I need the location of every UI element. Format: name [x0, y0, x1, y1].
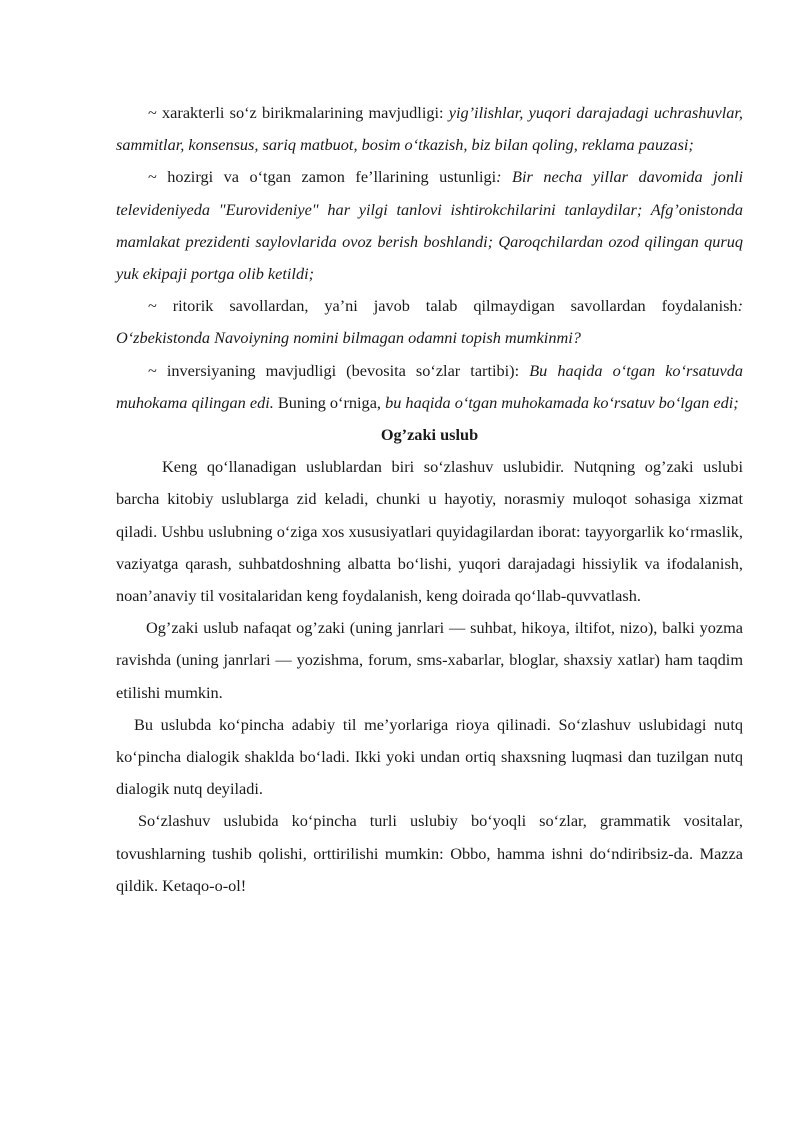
- bullet-examples: Bu haqida o‘tgan ko‘rsatuvda muhokama qilingan edi.: [116, 360, 743, 412]
- bullet-examples: yig’ilishlar, yuqori darajadagi uchrashuvlar, sammitlar, konsensus, sariq matbuot, bosim o‘tkazish, biz bilan qoling, reklama pauzasi;: [116, 103, 743, 155]
- bullet-text: ~ ritorik savollardan, ya’ni javob talab qilmaydigan savollardan foydalanish: [148, 296, 738, 316]
- bullet-examples: bu haqida o‘tgan muhokamada ko‘rsatuv bo‘lgan edi;: [385, 392, 739, 412]
- document-page: [116, 97, 743, 902]
- bullet-paragraph: [116, 97, 743, 161]
- bullet-text: ~ hozirgi va o‘tgan zamon fe’llarining ustunligi: [148, 167, 497, 187]
- body-paragraph: So‘zlashuv uslubida ko‘pincha turli uslubiy bo‘yoqli so‘zlar, grammatik vositalar, tovushlarning tushib qolishi, orttirilishi mumkin: Obbo, hamma ishni do‘ndiribsiz-da. Mazza qildik. Ketaqo-o-ol!: [116, 811, 743, 895]
- bullet-examples: : O‘zbekistonda Navoiyning nomini bilmagan odamni topish mumkinmi?: [116, 296, 743, 348]
- body-paragraph: Og’zaki uslub nafaqat og’zaki (uning janrlari — suhbat, hikoya, iltifot, nizo), balki yozma ravishda (uning janrlari — yozishma, forum, sms-xabarlar, bloglar, shaxsiy xatlar) ham taqdim etilishi mumkin.: [116, 618, 743, 702]
- bullet-paragraph: [116, 355, 743, 419]
- bullet-paragraph: [116, 290, 743, 354]
- bullet-text: ~ xarakterli so‘z birikmalarining mavjudligi:: [148, 103, 449, 122]
- body-paragraph: Bu uslubda ko‘pincha adabiy til me’yorlariga rioya qilinadi. So‘zlashuv uslubidagi nutq ko‘pincha dialogik shaklda bo‘ladi. Ikki yoki undan ortiq shaxsning luqmasi dan tuzilgan nutq dialogik nutq deyiladi.: [116, 714, 743, 799]
- section-heading: Og’zaki uslub: [380, 425, 479, 445]
- bullet-text: Buning o‘rniga,: [273, 392, 386, 412]
- body-paragraph: Keng qo‘llanadigan uslublardan biri so‘zlashuv uslubidir. Nutqning og’zaki uslubi barcha kitobiy uslublarga zid keladi, chunki u hayotiy, norasmiy muloqot sohasiga xizmat qiladi. Ushbu uslubning o‘ziga xos xususiyatlari quyidagilardan iborat: tayyorgarlik ko‘rmaslik, vaziyatga qarash, suhbatdoshning albatta bo‘lishi, yuqori darajadagi hissiylik va ifodalanish, noan’anaviy til vositalaridan keng foydalanish, keng doirada qo‘llab-quvvatlash.: [116, 457, 743, 606]
- bullet-paragraph: [116, 161, 743, 290]
- bullet-text: ~ inversiyaning mavjudligi (bevosita so‘zlar tartibi):: [148, 360, 530, 380]
- bullet-examples: : Bir necha yillar davomida jonli televideniyeda "Eurovideniye" har yilgi tanlovi ishtirokchilarini tanlaydilar; Afg’onistonda mamlakat prezidenti saylovlarida ovoz berish boshlandi; Qaroqchilardan ozod qilingan quruq yuk ekipaji portga olib ketildi;: [116, 167, 744, 284]
